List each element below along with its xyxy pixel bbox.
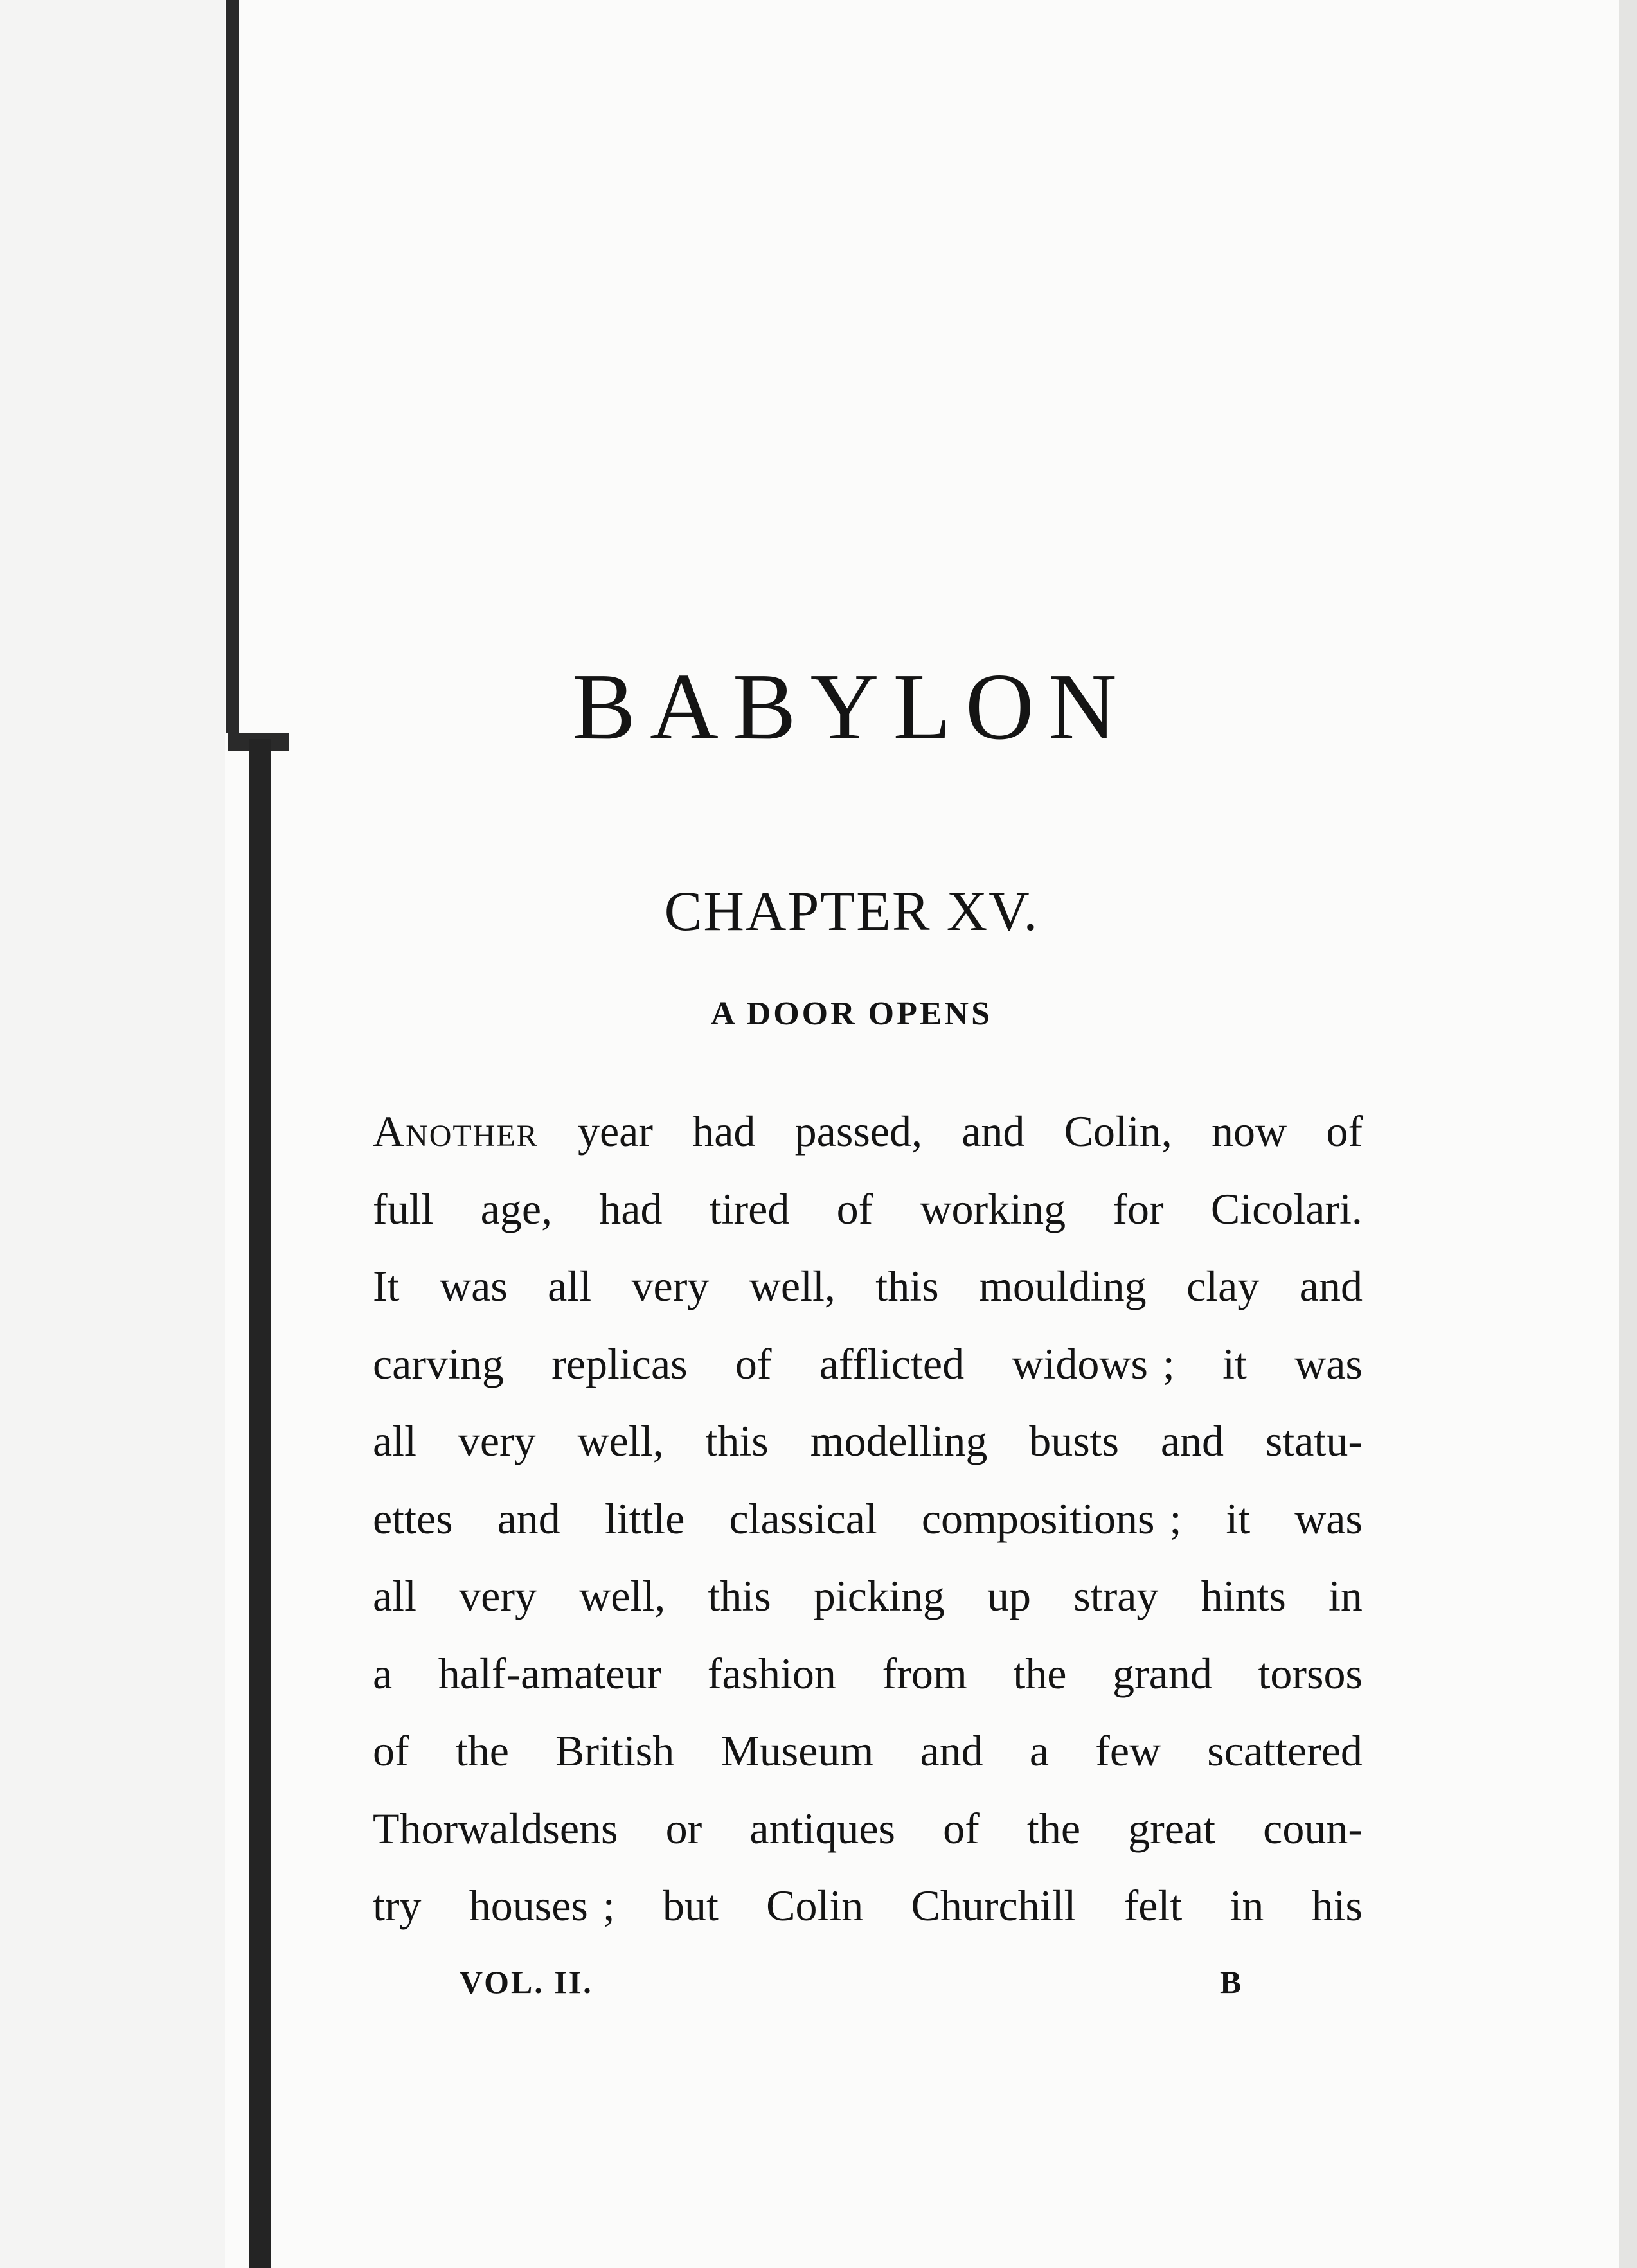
word: now (1212, 1107, 1287, 1156)
word: Museum (720, 1726, 874, 1775)
word: moulding (978, 1262, 1147, 1310)
word: hints (1201, 1571, 1286, 1620)
word: clay (1186, 1262, 1260, 1310)
volume-signature: VOL. II. (460, 1964, 593, 2000)
word: ettes (373, 1494, 453, 1543)
binding-edge (226, 0, 239, 733)
word: British (555, 1726, 675, 1775)
word: of (943, 1803, 980, 1853)
word: picking (813, 1571, 945, 1620)
word: It (373, 1262, 400, 1310)
word: replicas (551, 1339, 688, 1388)
word: of (836, 1184, 873, 1233)
word: of (373, 1726, 409, 1775)
text-line (373, 1480, 1363, 1558)
word: of (735, 1339, 772, 1388)
word: well, (577, 1416, 664, 1465)
word: modelling (810, 1416, 988, 1465)
binding-edge-lower (249, 739, 271, 2268)
signature-letter: B (1220, 1964, 1242, 2000)
word: had (599, 1184, 663, 1233)
chapter-heading: CHAPTER XV. (664, 880, 1039, 943)
word: in (1230, 1881, 1264, 1930)
right-page-edge (1619, 0, 1637, 2268)
word: torsos (1258, 1648, 1363, 1698)
word: scattered (1207, 1726, 1363, 1775)
word: it (1226, 1494, 1251, 1543)
word: the (1013, 1648, 1067, 1698)
word: of (1326, 1107, 1363, 1156)
word: year (578, 1107, 654, 1156)
word: up (987, 1571, 1032, 1620)
word: carving (373, 1339, 504, 1388)
text-line (373, 1867, 1363, 1945)
word: Thorwaldsens (373, 1803, 618, 1853)
word: very (459, 1571, 537, 1620)
text-line (373, 1325, 1363, 1403)
word: well, (749, 1262, 836, 1310)
word: from (882, 1648, 967, 1698)
word: all (373, 1571, 416, 1620)
word: and (1299, 1262, 1363, 1310)
word: and (1160, 1416, 1224, 1465)
word: age, (480, 1184, 553, 1233)
text-line (373, 1170, 1363, 1248)
word: the (455, 1726, 509, 1775)
word: widows ; (1012, 1339, 1175, 1388)
word: Churchill (911, 1881, 1077, 1930)
word: very (458, 1416, 536, 1465)
word: few (1095, 1726, 1161, 1775)
word: very (631, 1262, 710, 1310)
word: in (1328, 1571, 1363, 1620)
word: but (663, 1881, 719, 1930)
text-line (373, 1247, 1363, 1325)
word: the (1026, 1803, 1080, 1853)
word: busts (1029, 1416, 1120, 1465)
word: Colin, (1064, 1107, 1172, 1156)
word: antiques (749, 1803, 896, 1853)
word: working (920, 1184, 1066, 1233)
word: Colin (766, 1881, 864, 1930)
word: was (1294, 1494, 1363, 1543)
word: or (665, 1803, 702, 1853)
word: coun- (1263, 1803, 1363, 1853)
word: compositions ; (921, 1494, 1182, 1543)
word: and (962, 1107, 1025, 1156)
word: all (548, 1262, 592, 1310)
word: well, (579, 1571, 666, 1620)
word: this (708, 1571, 771, 1620)
word: try (373, 1881, 422, 1930)
word: great (1128, 1803, 1216, 1853)
word: had (692, 1107, 756, 1156)
word: his (1311, 1881, 1363, 1930)
book-title: BABYLON (572, 654, 1131, 760)
word: for (1113, 1184, 1164, 1233)
word: statu- (1265, 1416, 1363, 1465)
word: classical (729, 1494, 877, 1543)
word: a (1029, 1726, 1050, 1775)
word: half-amateur (438, 1648, 662, 1698)
chapter-subtitle: A DOOR OPENS (710, 996, 993, 1032)
word: and (497, 1494, 560, 1543)
word: little (604, 1494, 685, 1543)
word: a (373, 1648, 393, 1698)
word: stray (1073, 1571, 1159, 1620)
word: fashion (707, 1648, 836, 1698)
text-line (373, 1635, 1363, 1713)
word: tired (709, 1184, 790, 1233)
word: was (439, 1262, 508, 1310)
word: was (1294, 1339, 1363, 1388)
word: this (705, 1416, 769, 1465)
word: grand (1113, 1648, 1212, 1698)
text-line (373, 1712, 1363, 1790)
text-line (373, 1557, 1363, 1635)
text-line (373, 1093, 1363, 1170)
word: Another (373, 1107, 539, 1156)
word: houses ; (469, 1881, 615, 1930)
text-line (373, 1790, 1363, 1868)
word: it (1222, 1339, 1247, 1388)
word: and (920, 1726, 983, 1775)
left-gutter (0, 0, 225, 2268)
body-text (373, 1093, 1363, 1945)
word: full (373, 1184, 434, 1233)
word: felt (1123, 1881, 1183, 1930)
word: afflicted (819, 1339, 965, 1388)
word: Cicolari. (1210, 1184, 1363, 1233)
word: this (875, 1262, 939, 1310)
word: passed, (794, 1107, 922, 1156)
text-line (373, 1402, 1363, 1480)
word: all (373, 1416, 416, 1465)
